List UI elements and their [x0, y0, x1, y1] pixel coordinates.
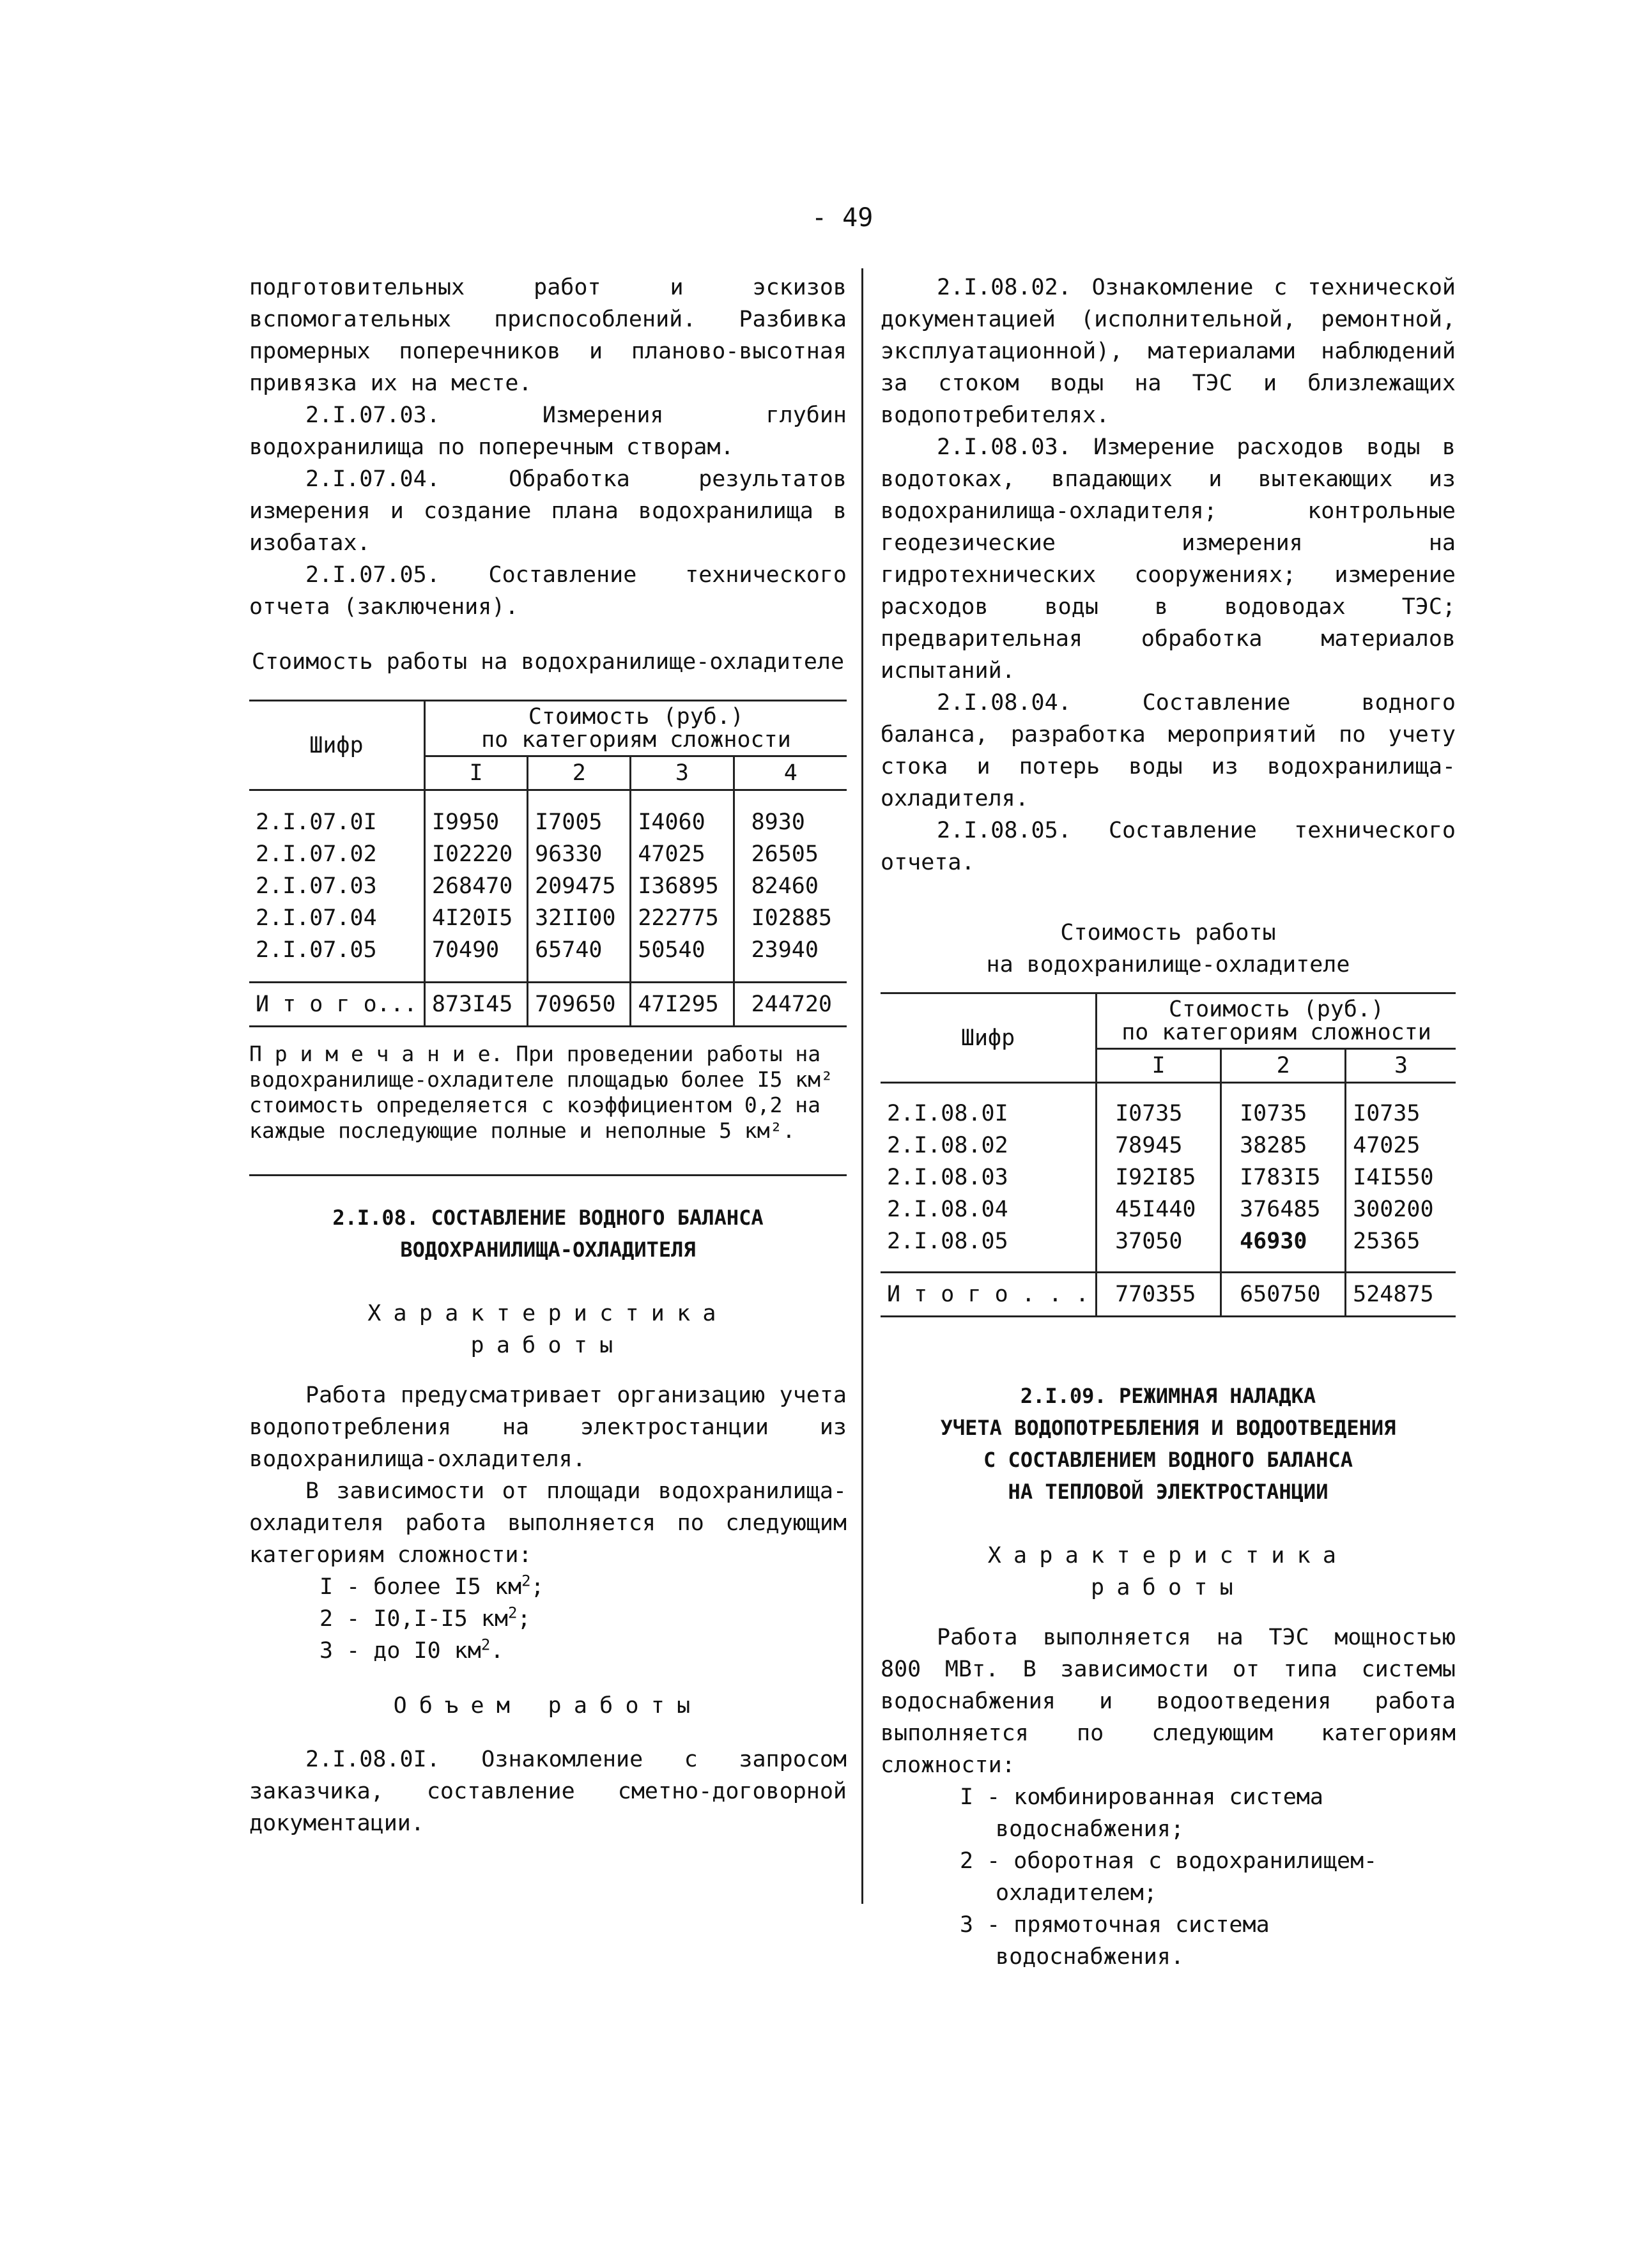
category-header: 3: [1346, 1049, 1456, 1083]
column-header-code: Шифр: [881, 993, 1097, 1083]
cell-value: I0735: [1097, 1083, 1221, 1130]
list-text: 2 - I0,I-I5 км: [320, 1606, 509, 1632]
cell-value: I0735: [1221, 1083, 1346, 1130]
category-header: 2: [1221, 1049, 1346, 1083]
paragraph: Работа выполняется на ТЭС мощностью 800 МВт. В зависимости от типа системы водоснабжения и водоотведения работа выполняется по следующим категориям сложности:: [881, 1625, 1456, 1778]
cell-value: I02220: [424, 838, 527, 870]
cell-value: 47025: [631, 838, 734, 870]
list-text: I - более I5 км: [320, 1574, 522, 1600]
cell-value: 47025: [1346, 1130, 1456, 1161]
category-header: 3: [631, 756, 734, 790]
cell-value: I9950: [424, 790, 527, 839]
cell-value: 32II00: [528, 902, 631, 934]
table-row: [249, 934, 847, 983]
cell-value: 26505: [734, 838, 847, 870]
cell-value: 37050: [1097, 1225, 1221, 1273]
row-code: 2.I.08.05: [887, 1229, 1008, 1254]
list-item: [320, 1571, 847, 1603]
cell-value: I0735: [1346, 1083, 1456, 1130]
column-header-cost: [1097, 993, 1456, 1049]
cell-value: 45I440: [1097, 1193, 1221, 1225]
paragraph: 2.I.08.0I. Ознакомление с запросом заказчика, составление сметно-договорной документации.: [249, 1747, 847, 1836]
cell-value: 222775: [631, 902, 734, 934]
cost-header-line: по категориям сложности: [1121, 1020, 1431, 1045]
row-code: 2.I.08.04: [887, 1197, 1008, 1222]
cell-value: I783I5: [1221, 1161, 1346, 1193]
cell-value: 70490: [424, 934, 527, 983]
table-row: [881, 1161, 1456, 1193]
cost-header-line: Стоимость (руб.): [1168, 997, 1385, 1022]
cell-value: I92I85: [1097, 1161, 1221, 1193]
paragraph: 2.I.08.04. Составление водного баланса, разработка мероприятий по учету стока и потерь воды из водохранилища-охладителя.: [881, 690, 1456, 811]
section-title: ВОДОХРАНИЛИЩА-ОХЛАДИТЕЛЯ: [400, 1237, 696, 1262]
list-punct: ;: [517, 1606, 531, 1632]
subsection-title: работы: [470, 1333, 626, 1358]
subsection-title: Объем работы: [393, 1693, 703, 1719]
separator-line: [249, 1174, 847, 1176]
paragraph: 2.I.07.03. Измерения глубин водохранилища по поперечным створам.: [249, 402, 847, 460]
list-punct: .: [490, 1638, 504, 1664]
section-title: С СОСТАВЛЕНИЕМ ВОДНОГО БАЛАНСА: [983, 1448, 1353, 1472]
table-row: [249, 902, 847, 934]
paragraph: 2.I.08.02. Ознакомление с технической документацией (исполнительной, ремонтной, эксплуатационной), материалами наблюдений за стоком воды на ТЭС и близлежащих водопотребителях.: [881, 275, 1456, 428]
paragraph: 2.I.07.05. Составление технического отчета (заключения).: [249, 562, 847, 620]
note-label: П р и м е ч а н и е.: [249, 1041, 504, 1066]
list-item: [320, 1635, 847, 1667]
list-text: 3 - до I0 км: [320, 1638, 481, 1664]
category-header: I: [424, 756, 527, 790]
table-row: [249, 838, 847, 870]
table-row: [881, 1225, 1456, 1273]
row-code: 2.I.07.05: [256, 937, 377, 963]
section-title: УЧЕТА ВОДОПОТРЕБЛЕНИЯ И ВОДООТВЕДЕНИЯ: [940, 1416, 1396, 1440]
list-item: [320, 1603, 847, 1635]
section-title: 2.I.09. РЕЖИМНАЯ НАЛАДКА: [1020, 1384, 1316, 1408]
paragraph: 2.I.08.05. Составление технического отчета.: [881, 818, 1456, 875]
cost-table: [881, 992, 1456, 1317]
section-title: НА ТЕПЛОВОЙ ЭЛЕКТРОСТАНЦИИ: [1008, 1480, 1328, 1504]
subsection-title: работы: [1091, 1575, 1245, 1600]
superscript: 2: [508, 1604, 518, 1622]
total-value: 244720: [734, 983, 847, 1027]
cell-value: 38285: [1221, 1130, 1346, 1161]
cell-value: 376485: [1221, 1193, 1346, 1225]
right-column: [881, 272, 1456, 1973]
table-caption: Стоимость работы: [1060, 920, 1276, 946]
cell-value: 300200: [1346, 1193, 1456, 1225]
total-row: [249, 983, 847, 1027]
cell-value: 25365: [1346, 1225, 1456, 1273]
total-value: 47I295: [631, 983, 734, 1027]
total-label: И т о г о . . .: [887, 1282, 1090, 1307]
table-row: [881, 1083, 1456, 1130]
superscript: 2: [481, 1636, 491, 1654]
table-row: [881, 1193, 1456, 1225]
row-code: 2.I.07.0I: [256, 809, 377, 835]
row-code: 2.I.07.03: [256, 873, 377, 899]
superscript: 2: [521, 1572, 531, 1590]
total-value: 709650: [528, 983, 631, 1027]
subsection-title: Характеристика: [987, 1543, 1349, 1568]
cell-value: 65740: [528, 934, 631, 983]
category-header: I: [1097, 1049, 1221, 1083]
cell-value: 82460: [734, 870, 847, 902]
cost-header-line: по категориям сложности: [481, 727, 791, 753]
subsection-title: Характеристика: [367, 1301, 728, 1326]
table-caption: на водохранилище-охладителе: [986, 952, 1350, 977]
page-number: - 49: [812, 203, 874, 233]
cell-value: 78945: [1097, 1130, 1221, 1161]
section-title: 2.I.08. СОСТАВЛЕНИЕ ВОДНОГО БАЛАНСА: [332, 1206, 764, 1230]
table-row: [881, 1130, 1456, 1161]
total-value: 524875: [1346, 1273, 1456, 1317]
paragraph: 2.I.07.04. Обработка результатов измерения и создание плана водохранилища в изобатах.: [249, 466, 847, 556]
note-text: При проведении работы на водохранилище-охладителе площадью более I5 км² стоимость определяется с коэффициентом 0,2 на каждые последующие полные и неполные 5 км².: [249, 1041, 833, 1143]
column-divider: [861, 268, 863, 1904]
column-header-cost: [424, 701, 847, 756]
column-header-code: Шифр: [249, 701, 424, 790]
cell-value: I4I550: [1346, 1161, 1456, 1193]
list-item: 3 - прямоточная система водоснабжения.: [960, 1912, 1270, 1970]
table-caption: Стоимость работы на водохранилище-охладителе: [251, 649, 845, 675]
category-list: [881, 1781, 1456, 1973]
paragraph: подготовительных работ и эскизов вспомогательных приспособлений. Разбивка промерных поперечников и планово-высотная привязка их на месте.: [249, 275, 847, 396]
total-value: 873I45: [424, 983, 527, 1027]
row-code: 2.I.07.04: [256, 905, 377, 931]
cell-value: 23940: [734, 934, 847, 983]
list-punct: ;: [530, 1574, 544, 1600]
total-row: [881, 1273, 1456, 1317]
row-code: 2.I.08.03: [887, 1165, 1008, 1190]
category-header: 2: [528, 756, 631, 790]
paragraph: Работа предусматривает организацию учета водопотребления на электростанции из водохранилища-охладителя.: [249, 1383, 847, 1472]
table-row: [249, 790, 847, 839]
cell-value: 96330: [528, 838, 631, 870]
cell-value: 209475: [528, 870, 631, 902]
table-row: [249, 870, 847, 902]
paragraph: В зависимости от площади водохранилища-охладителя работа выполняется по следующим категориям сложности:: [249, 1478, 847, 1568]
cell-value: 46930: [1221, 1225, 1346, 1273]
total-value: 770355: [1097, 1273, 1221, 1317]
cell-value: 4I20I5: [424, 902, 527, 934]
total-value: 650750: [1221, 1273, 1346, 1317]
cell-value: I7005: [528, 790, 631, 839]
list-item: 2 - оборотная с водохранилищем-охладителем;: [960, 1848, 1378, 1906]
row-code: 2.I.07.02: [256, 841, 377, 867]
left-column: [249, 272, 847, 1839]
category-list: [249, 1571, 847, 1667]
cost-table: [249, 700, 847, 1027]
cell-value: I02885: [734, 902, 847, 934]
cell-value: 268470: [424, 870, 527, 902]
cell-value: 8930: [734, 790, 847, 839]
cell-value: I4060: [631, 790, 734, 839]
cell-value: I36895: [631, 870, 734, 902]
paragraph: 2.I.08.03. Измерение расходов воды в водотоках, впадающих и вытекающих из водохранилища-охладителя; контрольные геодезические измерения на гидротехнических сооружениях; измерение расходов воды в водоводах ТЭС; предварительная обработка материалов испытаний.: [881, 434, 1456, 684]
table-note: [249, 1041, 847, 1144]
row-code: 2.I.08.0I: [887, 1101, 1008, 1126]
cell-value: 50540: [631, 934, 734, 983]
list-item: I - комбинированная система водоснабжения;: [960, 1784, 1323, 1842]
cost-header-line: Стоимость (руб.): [528, 704, 744, 730]
row-code: 2.I.08.02: [887, 1133, 1008, 1158]
total-label: И т о г о...: [256, 992, 417, 1017]
category-header: 4: [734, 756, 847, 790]
